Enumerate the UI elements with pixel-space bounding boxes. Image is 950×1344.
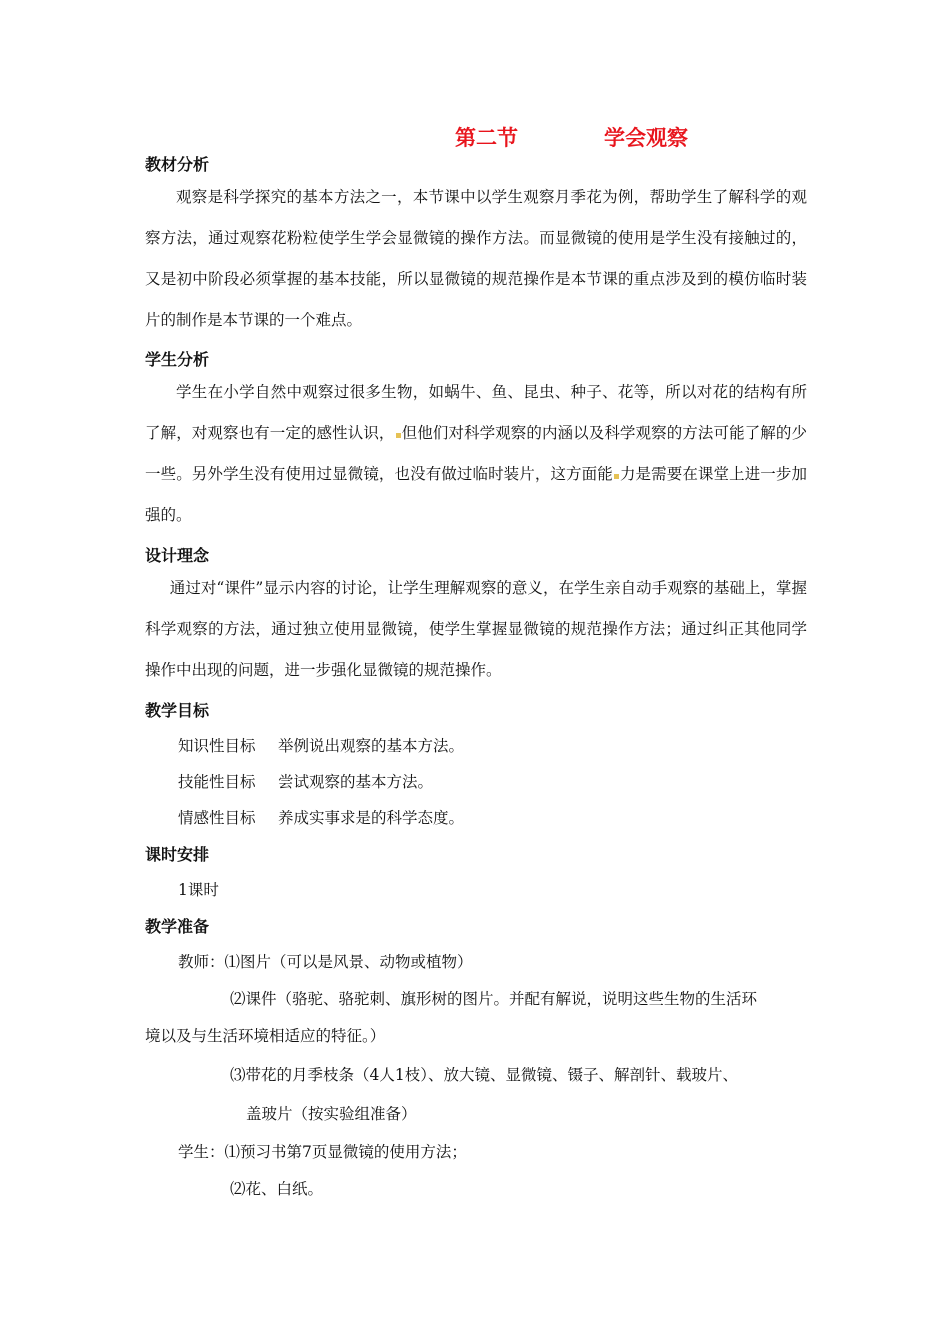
prep-teacher-item-3-cont: 盖玻片（按实验组准备） <box>246 1105 417 1123</box>
prep-student-item-1: 学生：⑴预习书第7页显微镜的使用方法； <box>178 1143 467 1161</box>
goal-label: 情感性目标 <box>178 809 256 827</box>
goal-label: 知识性目标 <box>178 737 256 755</box>
paragraph-material-analysis: 观察是科学探究的基本方法之一，本节课中以学生观察月季花为例，帮助学生了解科学的观察方法，通过观察花粉粒使学生学会显微镜的操作方法。而显微镜的使用是学生没有接触过的，又是初中阶段必须掌握的基本技能，所以显微镜的规范操作是本节课的重点涉及到的模仿临时装片的制作是本节课的一个难点。 <box>145 188 807 329</box>
highlight-mark <box>396 433 401 438</box>
prep-teacher-item-1: 教师：⑴图片（可以是风景、动物或植物） <box>178 953 473 971</box>
goal-text: 养成实事求是的科学态度。 <box>278 809 465 827</box>
prep-student-item-2: ⑵花、白纸。 <box>230 1180 324 1198</box>
goal-item-knowledge <box>178 734 464 756</box>
goal-label: 技能性目标 <box>178 773 256 791</box>
paragraph-design-concept: 通过对“课件”显示内容的讨论，让学生理解观察的意义，在学生亲自动手观察的基础上，掌握科学观察的方法，通过独立使用显微镜，使学生掌握显微镜的规范操作方法；通过纠正其他同学操作中出现的问题，进一步强化显微镜的规范操作。 <box>145 579 807 679</box>
paragraph-student-analysis <box>145 372 807 536</box>
heading-student-analysis: 学生分析 <box>145 350 210 369</box>
student-analysis-text-b: 但他们对科学观察的内涵以及科学观察的方法可能了解的少一些。另外学生没有使用过显微镜，也没有做过临时装片，这方面能 <box>145 424 807 483</box>
student-analysis-text-c: 力是需要在课堂上进一步加强的。 <box>145 465 807 524</box>
highlight-mark <box>614 474 619 479</box>
section-name: 学会观察 <box>604 125 688 150</box>
heading-material-analysis: 教材分析 <box>145 155 210 174</box>
prep-teacher-item-3: ⑶带花的月季枝条（4人1枝）、放大镜、显微镜、镊子、解剖针、载玻片、 <box>230 1066 738 1084</box>
schedule-text: 1课时 <box>178 881 219 899</box>
student-analysis-text-a: 学生在小学自然中观察过很多生物，如蜗牛、鱼、昆虫、种子、花等，所以对花的结构有所了解，对观察也有一定的感性认识， <box>145 383 807 442</box>
heading-teaching-goals: 教学目标 <box>145 701 210 720</box>
goal-text: 尝试观察的基本方法。 <box>278 773 434 791</box>
heading-schedule: 课时安排 <box>145 845 210 864</box>
goal-text: 举例说出观察的基本方法。 <box>278 737 465 755</box>
prep-teacher-item-2-cont: 境以及与生活环境相适应的特征。） <box>145 1027 386 1045</box>
goal-item-emotion <box>178 806 464 828</box>
heading-preparation: 教学准备 <box>145 917 210 936</box>
prep-teacher-item-2: ⑵课件（骆驼、骆驼刺、旗形树的图片。并配有解说，说明这些生物的生活环 <box>230 990 758 1008</box>
goal-item-skill <box>178 770 433 792</box>
page-title <box>455 122 688 152</box>
heading-design-concept: 设计理念 <box>145 546 210 565</box>
section-number: 第二节 <box>455 125 518 150</box>
